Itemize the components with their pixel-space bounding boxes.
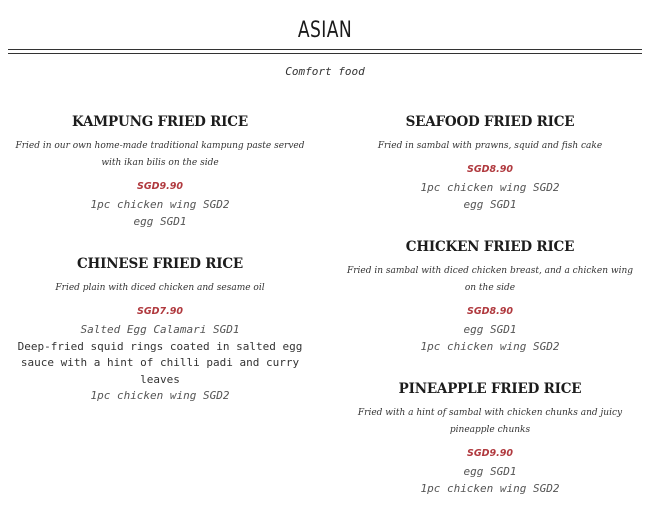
addon-line: 1pc chicken wing SGD2 bbox=[90, 389, 230, 402]
page-title: ASIAN bbox=[297, 18, 353, 43]
menu-item-price: SGD9.90 bbox=[467, 448, 513, 459]
addon-line: egg SGD1 bbox=[133, 214, 187, 228]
page-subtitle: Comfort food bbox=[285, 65, 365, 78]
menu-item-price: SGD7.90 bbox=[137, 306, 183, 317]
menu-item-name: KAMPUNG FRIED RICE bbox=[72, 114, 248, 130]
addon-line: 1pc chicken wing SGD2 bbox=[420, 339, 560, 353]
menu-item-addons bbox=[330, 180, 650, 213]
addon-line: 1pc chicken wing SGD2 bbox=[420, 481, 560, 495]
menu-item bbox=[330, 381, 650, 497]
addon-line: Salted Egg Calamari SGD1 bbox=[80, 323, 240, 336]
addon-line: 1pc chicken wing SGD2 bbox=[90, 198, 230, 211]
menu-item-description: Fried in our own home-made traditional kampung paste served with ikan bilis on the side bbox=[15, 141, 305, 168]
menu-item-description: Fried plain with diced chicken and sesame oil bbox=[55, 283, 265, 293]
menu-item-price: SGD9.90 bbox=[137, 181, 183, 192]
title-divider-bottom bbox=[8, 53, 642, 54]
menu-item-name: CHICKEN FRIED RICE bbox=[405, 239, 575, 255]
menu-item bbox=[330, 239, 650, 355]
menu-item-description: Fried in sambal with diced chicken breast, and a chicken wing on the side bbox=[346, 266, 634, 293]
addon-description: Deep-fried squid rings coated in salted egg sauce with a hint of chilli padi and curry leaves bbox=[17, 339, 303, 386]
menu-item-addons bbox=[0, 322, 320, 405]
menu-item-description: Fried in sambal with prawns, squid and fish cake bbox=[377, 141, 603, 151]
menu-item-addons bbox=[330, 464, 650, 497]
title-divider-top bbox=[8, 49, 642, 50]
addon-line: 1pc chicken wing SGD2 bbox=[420, 181, 560, 194]
menu-item-name: PINEAPPLE FRIED RICE bbox=[398, 381, 582, 397]
addon-line: egg SGD1 bbox=[463, 465, 517, 478]
menu-item-price: SGD8.90 bbox=[467, 306, 513, 317]
addon-line: egg SGD1 bbox=[463, 323, 517, 336]
menu-item-description: Fried with a hint of sambal with chicken chunks and juicy pineapple chunks bbox=[357, 408, 623, 435]
menu-item-name: SEAFOOD FRIED RICE bbox=[405, 114, 575, 130]
menu-item-name: CHINESE FRIED RICE bbox=[77, 256, 243, 272]
menu-item-price: SGD8.90 bbox=[467, 164, 513, 175]
addon-line: egg SGD1 bbox=[463, 197, 517, 211]
menu-item bbox=[0, 114, 320, 230]
menu-item bbox=[0, 256, 320, 405]
menu-item bbox=[330, 114, 650, 213]
menu-item-addons bbox=[330, 322, 650, 355]
menu-item-addons bbox=[0, 197, 320, 230]
